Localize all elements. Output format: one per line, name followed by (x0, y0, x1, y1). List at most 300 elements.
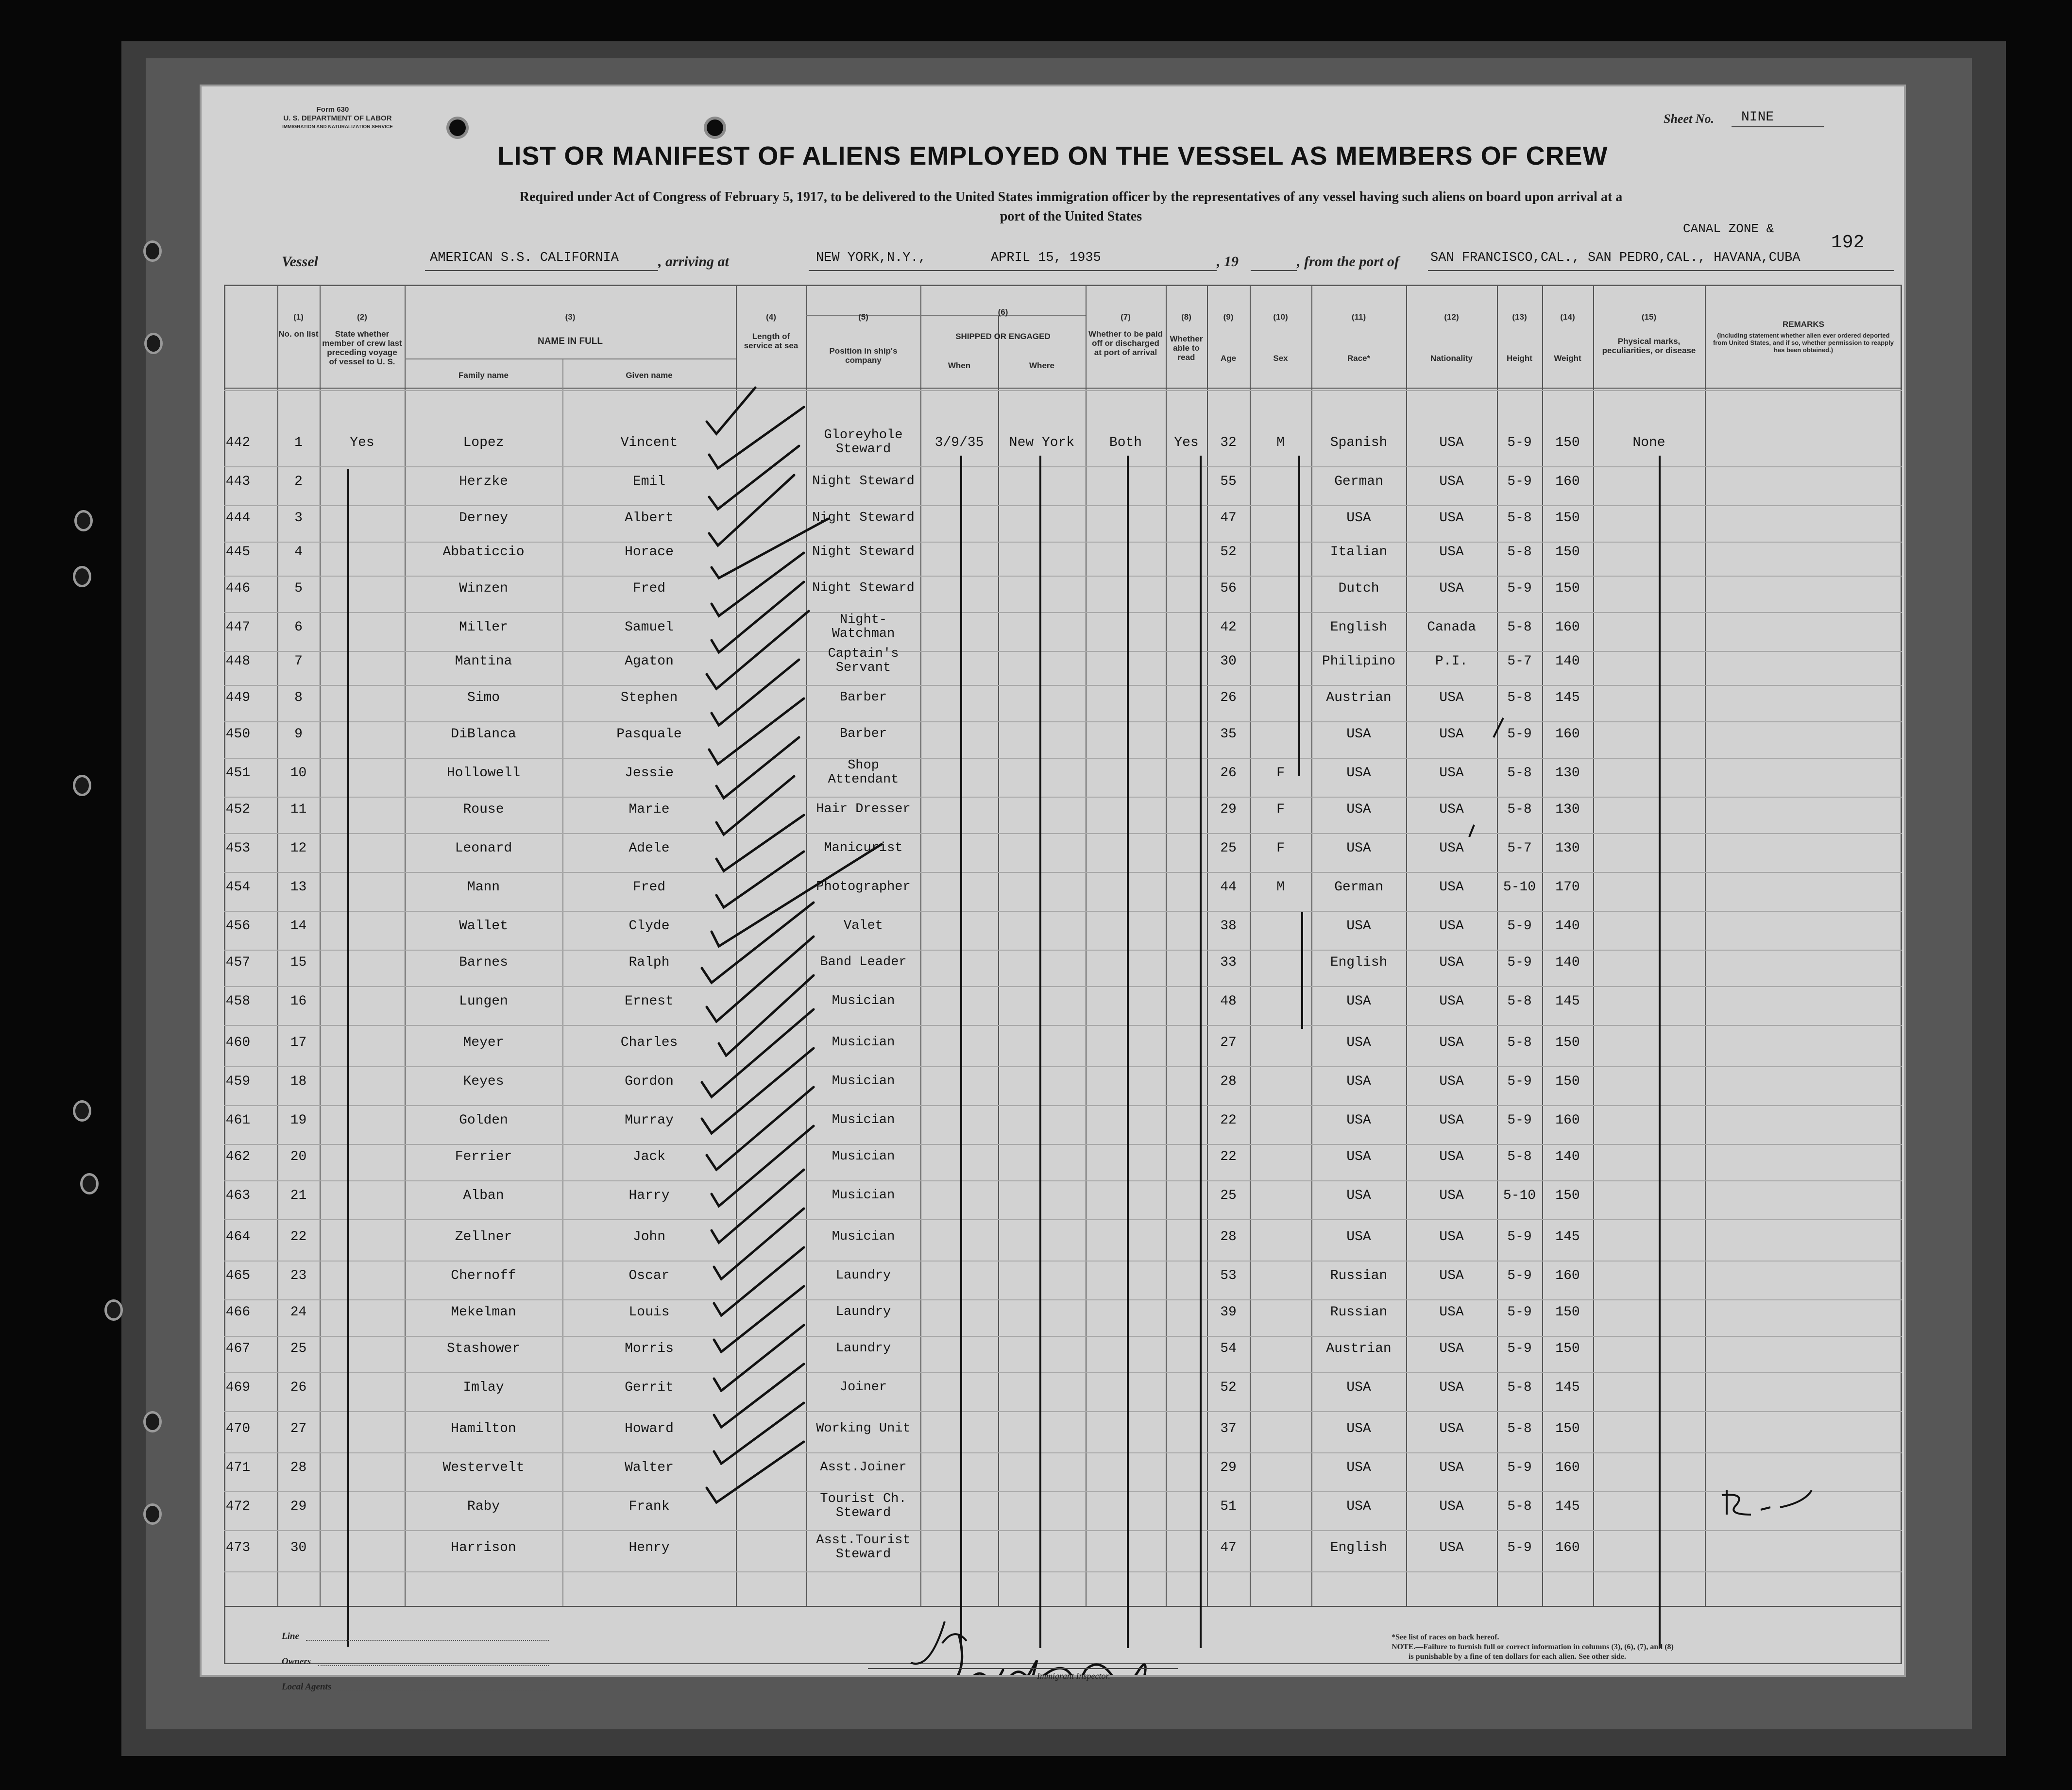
row-position: Musician (832, 1112, 895, 1127)
row-age: 25 (1220, 841, 1237, 856)
row-race: German (1334, 474, 1383, 489)
row-weight: 160 (1555, 1268, 1580, 1283)
row-weight: 140 (1555, 955, 1580, 970)
row-nationality: USA (1439, 581, 1464, 596)
row-position: Night Steward (812, 510, 915, 525)
row-weight: 150 (1555, 1341, 1580, 1356)
row-given-name: Horace (625, 545, 674, 560)
row-nationality: USA (1439, 690, 1464, 705)
row-position: Band Leader (820, 955, 907, 970)
row-physical-marks: None (1632, 435, 1665, 450)
col10-header: Sex (1273, 354, 1288, 363)
row-weight: 140 (1555, 1149, 1580, 1164)
row-height: 5-8 (1507, 802, 1532, 817)
row-weight: 145 (1555, 1499, 1580, 1514)
row-age: 47 (1220, 511, 1237, 526)
row-given-name: Oscar (628, 1268, 670, 1283)
row-position: Musician (832, 1188, 895, 1203)
row-height: 5-9 (1507, 955, 1532, 970)
row-position: Photographer (816, 879, 911, 894)
row-given-name: Gordon (625, 1074, 674, 1089)
row-age: 27 (1220, 1035, 1237, 1050)
check-mark-icon (709, 475, 794, 546)
col2-number: (2) (357, 312, 367, 322)
row-position: Manicurist (824, 840, 903, 855)
row-family-name: Golden (459, 1113, 508, 1128)
row-list-number: 27 (290, 1421, 307, 1436)
row-nationality: USA (1439, 1341, 1464, 1356)
col3-header: NAME IN FULL (537, 336, 603, 346)
col15-number: (15) (1641, 312, 1657, 322)
row-family-name: Wallet (459, 919, 508, 934)
col5-header: Position in ship's company (829, 346, 898, 365)
check-mark-icon (712, 1126, 814, 1206)
col14-number: (14) (1560, 312, 1575, 322)
row-family-name: Rouse (463, 802, 504, 817)
department-name: U. S. DEPARTMENT OF LABOR (283, 114, 392, 122)
row-weight: 145 (1555, 1229, 1580, 1244)
row-age: 47 (1220, 1540, 1237, 1555)
row-age: 39 (1220, 1305, 1237, 1320)
binder-hole-icon (146, 1414, 159, 1430)
col9-number: (9) (1223, 312, 1234, 322)
row-given-name: Morris (625, 1341, 674, 1356)
row-given-name: Murray (625, 1113, 674, 1128)
row-position: Barber (839, 690, 887, 705)
row-list-number: 9 (294, 727, 303, 742)
check-mark-icon (709, 699, 804, 764)
row-given-name: Samuel (625, 620, 674, 635)
row-height: 5-10 (1503, 880, 1536, 895)
row-position: Night Steward (812, 580, 915, 596)
row-nationality: USA (1439, 994, 1464, 1009)
row-ref-number: 454 (225, 880, 251, 895)
row-height: 5-9 (1507, 1460, 1532, 1475)
row-height: 5-7 (1507, 654, 1532, 669)
row-list-number: 2 (294, 474, 303, 489)
row-given-name: Harry (628, 1188, 670, 1203)
row-nationality: USA (1439, 1113, 1464, 1128)
check-mark-icon (712, 1170, 804, 1243)
row-position: Working Unit (816, 1421, 911, 1436)
row-nationality: USA (1439, 880, 1464, 895)
row-position: Asst.Joiner (820, 1460, 907, 1475)
row-ref-number: 473 (225, 1540, 251, 1555)
row-nationality: USA (1439, 1149, 1464, 1164)
row-race: USA (1346, 919, 1371, 934)
row-weight: 170 (1555, 880, 1580, 895)
row-position: Gloreyhole Steward (824, 428, 903, 457)
row-list-number: 10 (290, 766, 307, 781)
check-mark-icon (712, 660, 799, 725)
row-height: 5-9 (1507, 581, 1532, 596)
row-nationality: Canada (1427, 620, 1476, 635)
pen-marks (202, 86, 1904, 1675)
row-nationality: USA (1439, 841, 1464, 856)
row-ref-number: 465 (225, 1268, 251, 1283)
row-age: 28 (1220, 1074, 1237, 1089)
arrival-date: APRIL 15, 1935 (991, 251, 1101, 265)
row-position: Laundry (835, 1268, 891, 1283)
row-given-name: Walter (625, 1460, 674, 1475)
row-given-name: Charles (620, 1035, 678, 1050)
footer-owners-rule (318, 1665, 549, 1666)
row-ref-number: 471 (225, 1460, 251, 1475)
row-list-number: 4 (294, 545, 303, 560)
row-given-name: Howard (625, 1421, 674, 1436)
row-age: 48 (1220, 994, 1237, 1009)
row-ref-number: 466 (225, 1305, 251, 1320)
row-age: 26 (1220, 690, 1237, 705)
row-position: Musician (832, 993, 895, 1008)
row-list-number: 17 (290, 1035, 307, 1050)
row-family-name: Harrison (451, 1540, 516, 1555)
row-ref-number: 461 (225, 1113, 251, 1128)
row-family-name: Mekelman (451, 1305, 516, 1320)
check-mark-icon (702, 1009, 814, 1097)
row-position: Musician (832, 1149, 895, 1164)
row-position: Night-Watchman (832, 613, 895, 641)
row-race: Austrian (1326, 1341, 1392, 1356)
row-age: 42 (1220, 620, 1237, 635)
row-weight: 140 (1555, 654, 1580, 669)
row-age: 44 (1220, 880, 1237, 895)
binder-hole-icon (75, 777, 89, 794)
row-weight: 160 (1555, 620, 1580, 635)
row-nationality: USA (1439, 1035, 1464, 1050)
row-race: English (1330, 620, 1388, 635)
col2-header: State whether member of crew last preceding voyage of vessel to U. S. (322, 329, 402, 366)
row-ref-number: 456 (225, 919, 251, 934)
row-nationality: USA (1439, 1229, 1464, 1244)
row-nationality: USA (1439, 1421, 1464, 1436)
row-age: 38 (1220, 919, 1237, 934)
row-position: Hair Dresser (816, 801, 911, 817)
row-ref-number: 462 (225, 1149, 251, 1164)
row-race: German (1334, 880, 1383, 895)
row-ref-number: 452 (225, 802, 251, 817)
row-list-number: 14 (290, 919, 307, 934)
row-nationality: USA (1439, 766, 1464, 781)
row-age: 28 (1220, 1229, 1237, 1244)
row-weight: 160 (1555, 1540, 1580, 1555)
row-age: 53 (1220, 1268, 1237, 1283)
binder-hole-icon (75, 568, 89, 585)
binder-hole-icon (75, 1103, 89, 1119)
row-position: Night Steward (812, 474, 915, 489)
row-nationality: USA (1439, 1305, 1464, 1320)
row-ref-number: 470 (225, 1421, 251, 1436)
row-shipped-when: 3/9/35 (934, 435, 984, 450)
row-family-name: Simo (467, 690, 500, 705)
col4-header: Length of service at sea (744, 332, 798, 350)
row-family-name: Winzen (459, 581, 508, 596)
row-family-name: Stashower (446, 1341, 521, 1356)
row-height: 5-8 (1507, 620, 1532, 635)
col9-header: Age (1220, 354, 1237, 363)
row-family-name: Keyes (463, 1074, 504, 1089)
row-position: Asst.Tourist Steward (816, 1533, 911, 1562)
row-nationality: USA (1439, 1460, 1464, 1475)
from-port: SAN FRANCISCO,CAL., SAN PEDRO,CAL., HAVANA,CUBA (1430, 251, 1800, 265)
row-list-number: 6 (294, 620, 303, 635)
check-mark-icon (716, 852, 804, 907)
row-ref-number: 459 (225, 1074, 251, 1089)
row-family-name: Barnes (459, 955, 508, 970)
col10-number: (10) (1273, 312, 1288, 322)
row-position: Captain's Servant (828, 647, 899, 675)
row-height: 5-8 (1507, 994, 1532, 1009)
row-weight: 150 (1555, 435, 1580, 450)
col6-where-header: Where (1029, 361, 1054, 370)
binder-hole-icon (107, 1302, 120, 1318)
row-given-name: Jack (632, 1149, 666, 1164)
row-prev-voyage: Yes (350, 435, 374, 450)
year-label: , 19 (1217, 254, 1239, 270)
row-family-name: Meyer (463, 1035, 504, 1050)
row-age: 22 (1220, 1149, 1237, 1164)
row-height: 5-9 (1507, 1074, 1532, 1089)
row-family-name: DiBlanca (451, 727, 516, 742)
row-nationality: USA (1439, 1380, 1464, 1395)
row-nationality: USA (1439, 474, 1464, 489)
row-list-number: 18 (290, 1074, 307, 1089)
row-given-name: Marie (628, 802, 670, 817)
row-given-name: Ralph (628, 955, 670, 970)
row-weight: 145 (1555, 1380, 1580, 1395)
row-position: Shop Attendant (828, 758, 899, 787)
row-position: Joiner (839, 1380, 887, 1395)
sheet-number: NINE (1741, 110, 1774, 125)
row-given-name: Gerrit (625, 1380, 674, 1395)
col15-header: Physical marks, peculiarities, or disease (1602, 337, 1696, 355)
row-ref-number: 448 (225, 654, 251, 669)
row-family-name: Hollowell (446, 766, 521, 781)
row-ref-number: 458 (225, 994, 251, 1009)
row-race: USA (1346, 1074, 1371, 1089)
row-given-name: Henry (628, 1540, 670, 1555)
check-mark-icon (714, 1209, 804, 1279)
col8-header: Whether able to read (1170, 334, 1203, 362)
row-ref-number: 447 (225, 620, 251, 635)
row-nationality: USA (1439, 1074, 1464, 1089)
row-sex: M (1276, 435, 1285, 450)
row-age: 26 (1220, 766, 1237, 781)
remarks-note: (Including statement whether alien ever ordered deported from United States, and if so, whether permission to reapply has been obtained.) (1713, 332, 1894, 354)
row-list-number: 15 (290, 955, 307, 970)
row-position: Valet (843, 918, 883, 933)
row-race: Philipino (1322, 654, 1396, 669)
row-age: 22 (1220, 1113, 1237, 1128)
check-mark-icon (714, 1403, 804, 1464)
row-height: 5-8 (1507, 511, 1532, 526)
col14-header: Weight (1554, 354, 1581, 363)
row-height: 5-8 (1507, 1380, 1532, 1395)
check-mark-icon (716, 815, 804, 871)
page-number: 192 (1831, 232, 1865, 253)
footer-line-rule (306, 1640, 549, 1641)
row-height: 5-10 (1503, 1188, 1536, 1203)
row-family-name: Raby (467, 1499, 500, 1514)
check-mark-icon (714, 1364, 804, 1427)
row-age: 56 (1220, 581, 1237, 596)
row-race: USA (1346, 1035, 1371, 1050)
row-race: English (1330, 1540, 1388, 1555)
row-race: USA (1346, 1380, 1371, 1395)
binder-hole-icon (147, 335, 160, 352)
row-position: Musician (832, 1035, 895, 1050)
row-list-number: 5 (294, 581, 303, 596)
row-family-name: Leonard (455, 841, 512, 856)
col6-number: (6) (998, 307, 1008, 317)
row-position: Laundry (835, 1341, 891, 1356)
service-name: IMMIGRATION AND NATURALIZATION SERVICE (282, 124, 393, 130)
row-age: 35 (1220, 727, 1237, 742)
remarks-header: REMARKS (1783, 320, 1824, 329)
row-list-number: 30 (290, 1540, 307, 1555)
row-height: 5-8 (1507, 690, 1532, 705)
row-weight: 145 (1555, 994, 1580, 1009)
row-weight: 150 (1555, 1305, 1580, 1320)
row-ref-number: 444 (225, 511, 251, 526)
from-port-label: , from the port of (1297, 254, 1399, 270)
row-list-number: 24 (290, 1305, 307, 1320)
row-race: USA (1346, 766, 1371, 781)
col1-header: No. on list (278, 329, 319, 339)
row-paid-off: Both (1109, 435, 1142, 450)
row-sex: F (1276, 802, 1285, 817)
row-ref-number: 464 (225, 1229, 251, 1244)
row-weight: 150 (1555, 1421, 1580, 1436)
row-list-number: 13 (290, 880, 307, 895)
footer-agents-rule (338, 1690, 549, 1691)
row-family-name: Mantina (455, 654, 512, 669)
row-list-number: 23 (290, 1268, 307, 1283)
row-sex: F (1276, 766, 1285, 781)
row-given-name: John (632, 1229, 666, 1244)
col13-header: Height (1507, 354, 1532, 363)
row-race: USA (1346, 1229, 1371, 1244)
col8-number: (8) (1181, 312, 1191, 322)
binder-hole-icon (77, 512, 90, 529)
row-height: 5-9 (1507, 435, 1532, 450)
row-race: Dutch (1338, 581, 1379, 596)
misc-marks (911, 718, 1812, 1664)
footer-agents-label: Local Agents (282, 1682, 332, 1692)
row-ref-number: 450 (225, 727, 251, 742)
row-nationality: USA (1439, 435, 1464, 450)
row-age: 52 (1220, 1380, 1237, 1395)
row-weight: 145 (1555, 690, 1580, 705)
row-race: Austrian (1326, 690, 1392, 705)
binder-hole-icon (83, 1176, 96, 1192)
row-given-name: Clyde (628, 919, 670, 934)
row-race: English (1330, 955, 1388, 970)
row-ref-number: 449 (225, 690, 251, 705)
row-weight: 150 (1555, 1074, 1580, 1089)
check-mark-icon (712, 553, 804, 616)
row-ref-number: 463 (225, 1188, 251, 1203)
check-mark-icon (707, 937, 814, 1022)
row-nationality: USA (1439, 511, 1464, 526)
row-race: USA (1346, 1188, 1371, 1203)
col3-number: (3) (565, 312, 576, 322)
vessel-name: AMERICAN S.S. CALIFORNIA (430, 251, 619, 265)
row-family-name: Zellner (455, 1229, 512, 1244)
row-given-name: Vincent (620, 435, 678, 450)
check-mark-icon (714, 1286, 804, 1352)
check-mark-icon (714, 1325, 804, 1391)
check-mark-icon (712, 519, 828, 578)
row-weight: 150 (1555, 1188, 1580, 1203)
col5-number: (5) (858, 312, 868, 322)
row-race: USA (1346, 727, 1371, 742)
row-race: Spanish (1330, 435, 1388, 450)
row-age: 25 (1220, 1188, 1237, 1203)
row-age: 51 (1220, 1499, 1237, 1514)
row-able-to-read: Yes (1174, 435, 1199, 450)
row-nationality: P.I. (1435, 654, 1468, 669)
row-weight: 150 (1555, 581, 1580, 596)
form-subtitle-2: port of the United States (1000, 209, 1142, 224)
row-height: 5-8 (1507, 1421, 1532, 1436)
check-mark-icon (709, 446, 799, 509)
row-height: 5-9 (1507, 1113, 1532, 1128)
row-height: 5-7 (1507, 841, 1532, 856)
row-height: 5-9 (1507, 727, 1532, 742)
row-family-name: Chernoff (451, 1268, 516, 1283)
row-height: 5-9 (1507, 1341, 1532, 1356)
row-nationality: USA (1439, 955, 1464, 970)
row-weight: 130 (1555, 802, 1580, 817)
row-position: Barber (839, 726, 887, 741)
row-sex: M (1276, 880, 1285, 895)
col12-number: (12) (1444, 312, 1459, 322)
row-race: Russian (1330, 1305, 1388, 1320)
row-given-name: Fred (632, 880, 666, 895)
row-weight: 160 (1555, 1460, 1580, 1475)
penalty-note-2: is punishable by a fine of ten dollars for each alien. See other side. (1409, 1653, 1626, 1661)
binder-hole-icon (146, 1506, 159, 1522)
row-weight: 130 (1555, 766, 1580, 781)
row-ref-number: 469 (225, 1380, 251, 1395)
row-race: USA (1346, 1149, 1371, 1164)
canal-zone-note: CANAL ZONE & (1683, 222, 1774, 236)
row-family-name: Westervelt (442, 1460, 525, 1475)
row-nationality: USA (1439, 1268, 1464, 1283)
row-list-number: 16 (290, 994, 307, 1009)
footer-owners-label: Owners (282, 1656, 311, 1667)
row-height: 5-8 (1507, 1035, 1532, 1050)
tick-mark-icon (1494, 718, 1503, 737)
race-note: *See list of races on back hereof. (1392, 1633, 1499, 1641)
row-weight: 160 (1555, 727, 1580, 742)
col11-header: Race* (1347, 354, 1371, 363)
row-ref-number: 446 (225, 581, 251, 596)
row-list-number: 1 (294, 435, 303, 450)
row-age: 54 (1220, 1341, 1237, 1356)
row-position: Tourist Ch. Steward (820, 1492, 907, 1520)
row-given-name: Albert (625, 511, 674, 526)
row-family-name: Imlay (463, 1380, 504, 1395)
row-list-number: 12 (290, 841, 307, 856)
row-ref-number: 443 (225, 474, 251, 489)
row-nationality: USA (1439, 1188, 1464, 1203)
row-nationality: USA (1439, 1499, 1464, 1514)
row-age: 29 (1220, 802, 1237, 817)
row-given-name: Fred (632, 581, 666, 596)
col12-header: Nationality (1430, 354, 1473, 363)
